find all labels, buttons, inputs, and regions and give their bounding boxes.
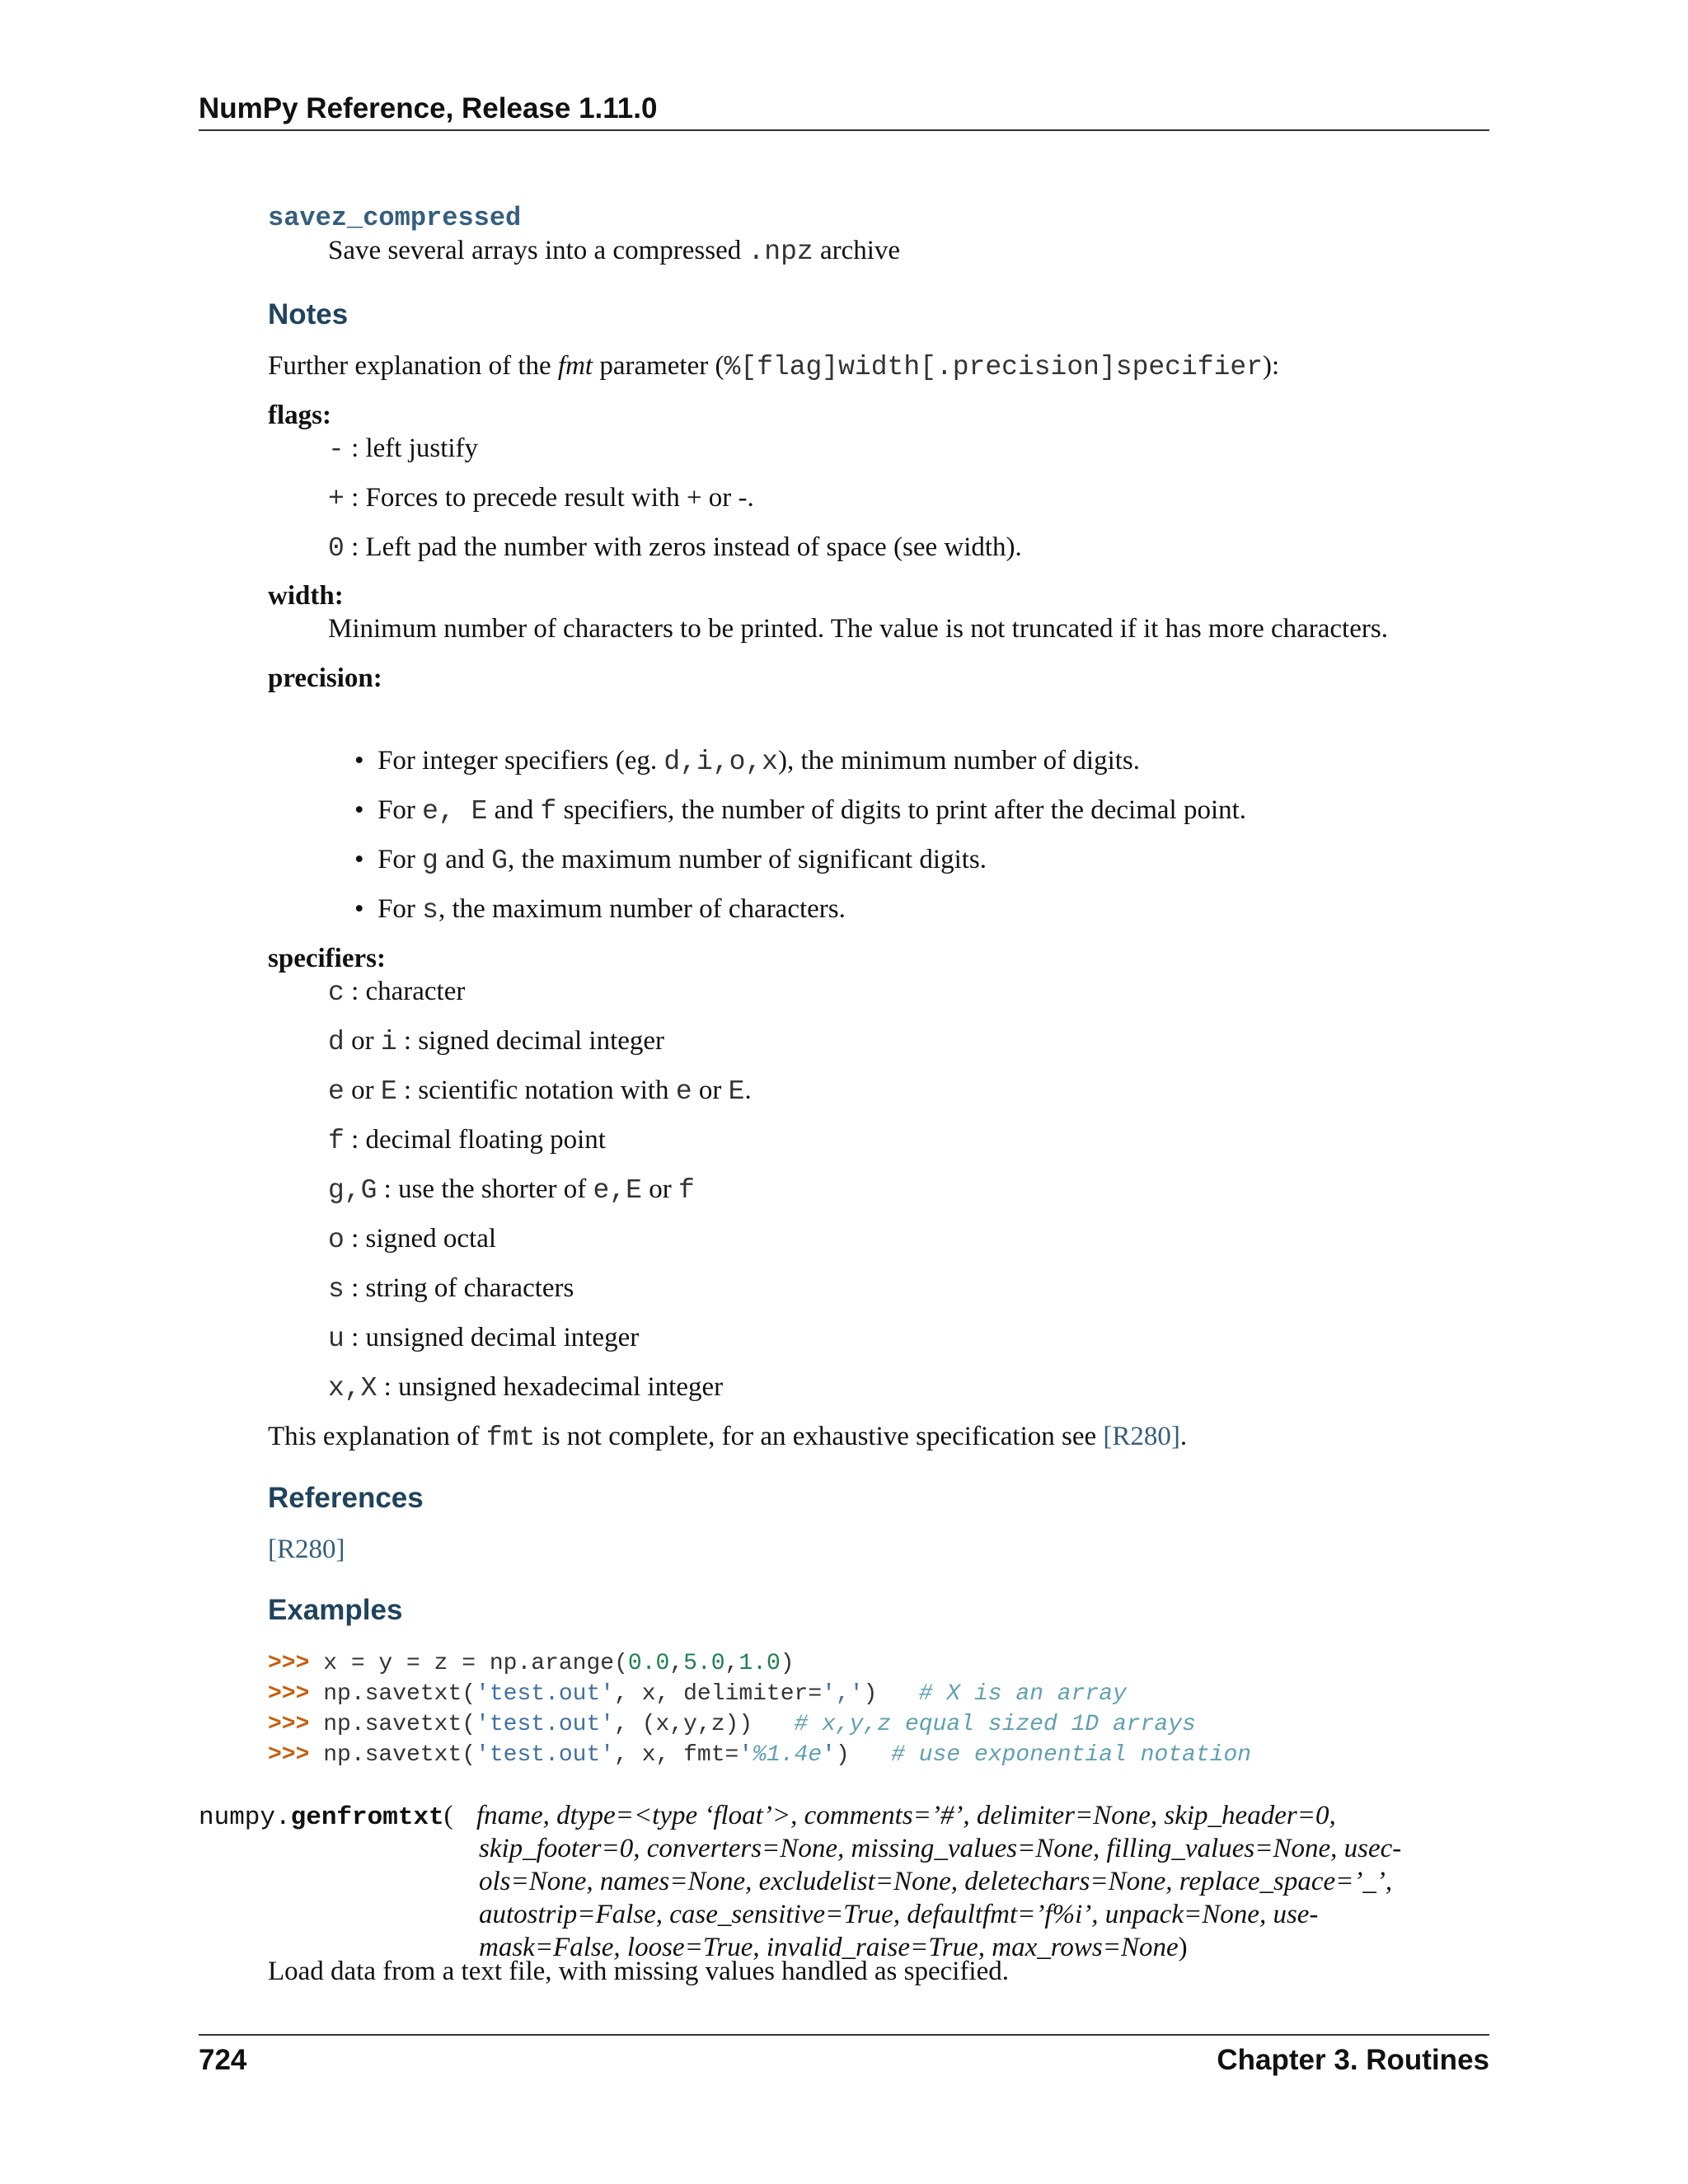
savez-compressed-link[interactable]: savez_compressed	[268, 203, 522, 233]
function-summary: Load data from a text file, with missing values handled as specified.	[268, 1957, 1009, 1986]
width-description: Minimum number of characters to be printed. The value is not truncated if it has more characters.	[328, 614, 1388, 644]
signature-params: autostrip=False, case_sensitive=True, defaultfmt=’f%i’, unpack=None, use-	[479, 1900, 1319, 1929]
savez-compressed-description: Save several arrays into a compressed .npz archive	[328, 236, 901, 267]
precision-bullet: • For g and G, the maximum number of significant digits.	[354, 845, 987, 876]
precision-term: precision:	[268, 663, 382, 693]
notes-intro: Further explanation of the fmt parameter (%[flag]width[.precision]specifier):	[268, 351, 1280, 382]
specifier-item: c : character	[328, 977, 466, 1008]
width-term: width:	[268, 581, 344, 611]
references-heading: References	[268, 1482, 424, 1514]
specifiers-term: specifiers:	[268, 944, 386, 973]
specifier-item: s : string of characters	[328, 1273, 574, 1305]
specifier-item: e or E : scientific notation with e or E.	[328, 1076, 752, 1107]
code-example-line: >>> np.savetxt('test.out', x, delimiter=',') # X is an array	[268, 1681, 1127, 1707]
specifier-item: u : unsigned decimal integer	[328, 1323, 640, 1354]
specifier-item: x,X : unsigned hexadecimal integer	[328, 1372, 724, 1404]
code-example-line: >>> np.savetxt('test.out', (x,y,z)) # x,y,z equal sized 1D arrays	[268, 1712, 1196, 1737]
precision-bullet: • For integer specifiers (eg. d,i,o,x), the minimum number of digits.	[354, 746, 1141, 777]
notes-heading: Notes	[268, 298, 349, 330]
function-signature-name: numpy.genfromtxt(	[199, 1801, 453, 1832]
flags-term: flags:	[268, 401, 331, 430]
flag-item: - : left justify	[328, 434, 479, 465]
running-header: NumPy Reference, Release 1.11.0	[199, 92, 658, 124]
signature-params: ols=None, names=None, excludelist=None, deletechars=None, replace_space=’_’,	[479, 1867, 1393, 1896]
citation-link[interactable]: [R280]	[1103, 1422, 1180, 1451]
footer-rule	[199, 2034, 1489, 2036]
signature-params: fname, dtype=<type ‘float’>, comments=’#’, delimiter=None, skip_header=0,	[476, 1801, 1336, 1830]
signature-params: mask=False, loose=True, invalid_raise=True, max_rows=None)	[479, 1933, 1188, 1962]
flag-item: 0 : Left pad the number with zeros instead of space (see width).	[328, 532, 1022, 564]
precision-bullet: • For e, E and f specifiers, the number of digits to print after the decimal point.	[354, 795, 1247, 827]
notes-closing: This explanation of fmt is not complete, for an exhaustive specification see [R280].	[268, 1422, 1188, 1453]
code-example-line: >>> np.savetxt('test.out', x, fmt='%1.4e') # use exponential notation	[268, 1742, 1252, 1768]
chapter-label: Chapter 3. Routines	[1217, 2044, 1489, 2076]
code-example-line: >>> x = y = z = np.arange(0.0,5.0,1.0)	[268, 1651, 795, 1676]
precision-bullet: • For s, the maximum number of characters.	[354, 894, 846, 926]
specifier-item: o : signed octal	[328, 1224, 497, 1255]
flag-item: + : Forces to precede result with + or -.	[328, 483, 754, 514]
reference-link[interactable]: [R280]	[268, 1535, 345, 1564]
signature-params: skip_footer=0, converters=None, missing_values=None, filling_values=None, usec-	[479, 1834, 1402, 1863]
specifier-item: f : decimal floating point	[328, 1125, 606, 1156]
specifier-item: g,G : use the shorter of e,E or f	[328, 1174, 695, 1206]
examples-heading: Examples	[268, 1594, 403, 1626]
header-rule	[199, 129, 1489, 131]
specifier-item: d or i : signed decimal integer	[328, 1026, 665, 1057]
page-number: 724	[199, 2044, 247, 2076]
